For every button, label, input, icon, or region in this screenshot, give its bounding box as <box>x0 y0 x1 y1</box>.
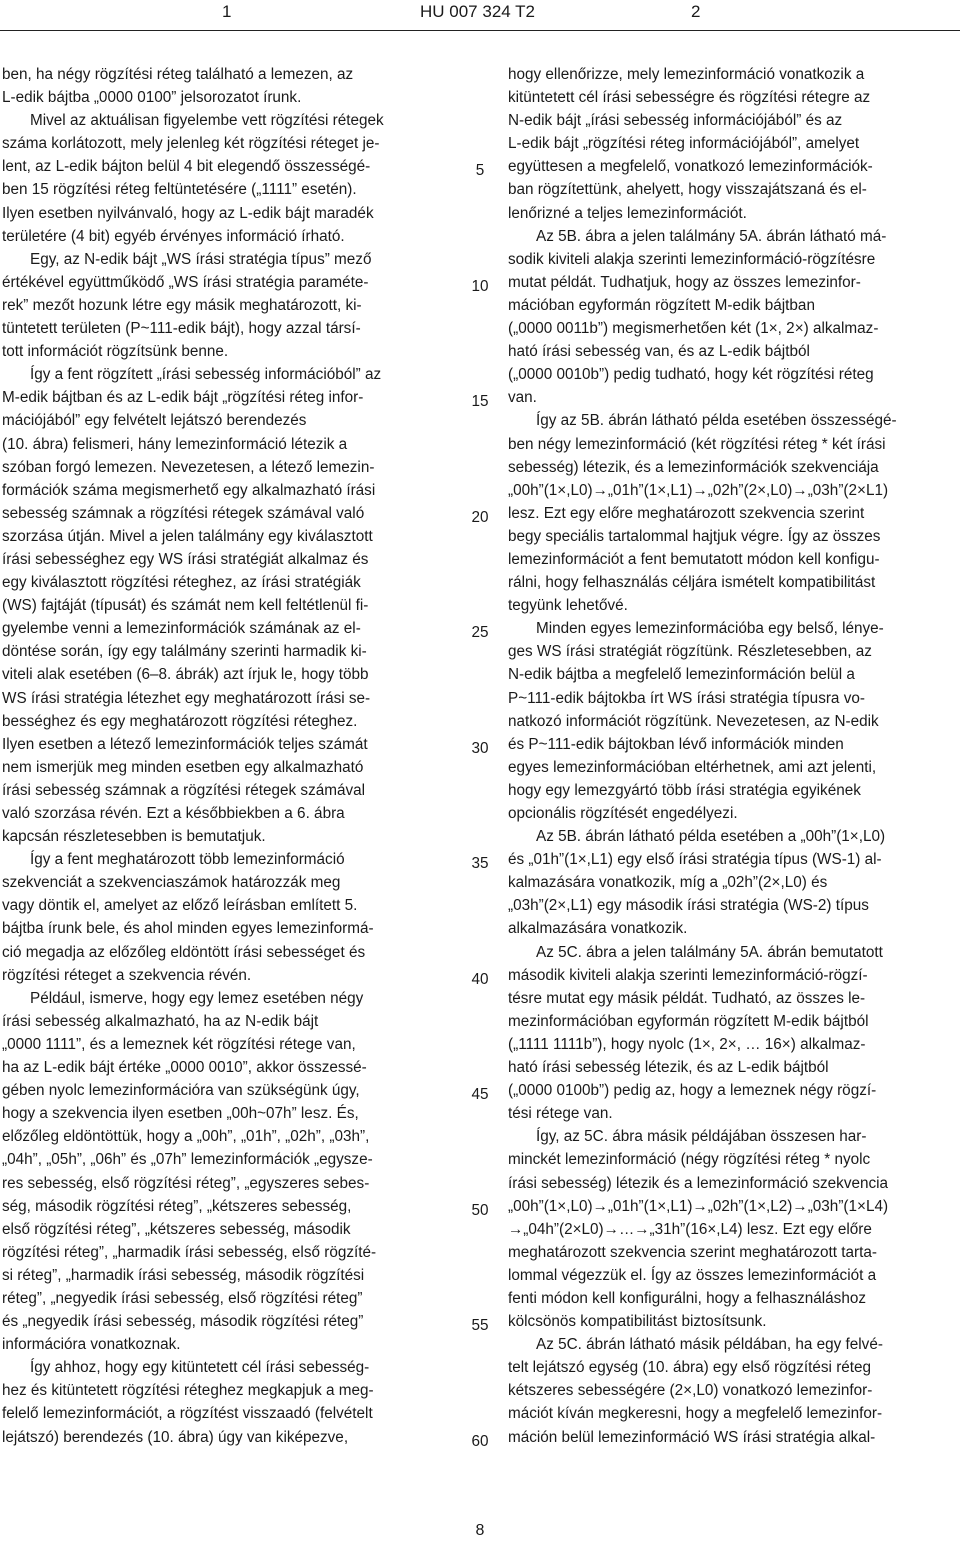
paragraph: Az 5B. ábrán látható példa esetében a „00h”(1×,L0) és „01h”(1×,L1) egy első írási stratégia típus (WS-1) al- kalmazására vonatkozik, míg a „02h”(2×,L0) és „03h”(2×,L1) egy második írási stratégia (WS-2) típus alkalmazására vonatkozik. <box>508 828 886 938</box>
paragraph: Az 5C. ábrán látható másik példában, ha egy felvé- telt lejátszó egység (10. ábra) egy első rögzítési réteg kétszeres sebességére (2×,L0) vonatkozó lemezinfor- mációt kíván megkeresni, hogy a megfelelő lemezinfor- máción belül lemezinformáció WS írási stratégia alkal- <box>508 1336 883 1446</box>
left-text-column <box>2 63 454 1449</box>
right-page-number: 2 <box>691 2 701 21</box>
line-number: 30 <box>471 740 489 757</box>
line-number: 45 <box>471 1086 489 1103</box>
paragraph: Mivel az aktuálisan figyelembe vett rögzítési rétegek száma korlátozott, mely jelenleg két rögzítési réteget je- lent, az L-edik bájton belül 4 bit elegendő összességé- ben 15 rögzítési réteg feltüntetésére („1111” esetén). Ilyen esetben nyilvánvaló, hogy az L-edik bájt maradék területére (4 bit) egyéb érvényes információ írható. <box>2 112 384 245</box>
paragraph: ben, ha négy rögzítési réteg található a lemezen, az L-edik bájtba „0000 0100” jelsorozatot írunk. <box>2 66 354 107</box>
line-number: 55 <box>471 1317 489 1334</box>
line-number: 20 <box>471 509 489 526</box>
paragraph: Így a fent rögzített „írási sebesség információból” az M-edik bájtban és az L-edik bájt „rögzítési réteg infor- mációjából” egy felvételt lejátszó berendezés (10. ábra) felismeri, hány lemezinformáció létezik a szóban forgó lemezen. Nevezetesen, a létező lemezin- formációk száma megismerhető egy alkalmazható írási sebesség számnak a rögzítési rétegek számával való szorzása útján. Mivel a jelen találmány egy kiválasztott írási sebességhez egy WS írási stratégiát alkalmaz és egy kiválasztott rögzítési réteghez, az írási stratégiák (WS) fajtáját (típusát) és számát nem kell feltétlenül fi- gyelembe venni a lemezinformációk számának az el- döntése során, így egy találmány szerinti harmadik ki- viteli alak esetében (6–8. ábrák) azt írjuk le, hogy több WS írási stratégia létezhet egy meghatározott írási se- bességhez és egy meghatározott rögzítési réteghez. Ilyen esetben a létező lemezinformációk teljes számát nem ismerjük meg minden esetben egy alkalmazható írási sebesség számnak a rögzítési rétegek számával való szorzása révén. Ezt a későbbiekben a 6. ábra kapcsán részletesebben is bemutatjuk. <box>2 366 382 846</box>
paragraph: Egy, az N-edik bájt „WS írási stratégia típus” mező értékével együttműködő „WS írási stratégia paraméte- rek” mezőt hozunk létre egy másik meghatározott, ki- tüntetett területen (P~111-edik bájt), hogy azzal társí- tott információt rögzítsünk benne. <box>2 250 372 361</box>
line-number: 35 <box>471 855 489 872</box>
line-number: 40 <box>471 971 489 988</box>
paragraph: hogy ellenőrizze, mely lemezinformáció vonatkozik a kitüntetett cél írási sebességre és rögzítési rétegre az N-edik bájt „írási sebesség információjából” és az L-edik bájt „rögzítési réteg információjából”, amelyet együttesen a megfelelő, vonatkozó lemezinformációk- ban rögzítettünk, ahelyett, hogy visszajátszaná és el- lenőrizné a teljes lemezinformációt. <box>508 66 873 222</box>
line-number: 25 <box>471 624 489 641</box>
line-number: 50 <box>471 1202 489 1219</box>
page-number: 8 <box>475 1522 485 1539</box>
paragraph: Minden egyes lemezinformációba egy belső, lénye- ges WS írási stratégiát rögzítünk. Részletesebben, az N-edik bájtba a megfelelő lemezinformáción belül a P~111-edik bájtokba írt WS írási stratégia típusra vo- natkozó információt rögzítünk. Nevezetesen, az N-edik és P~111-edik bájtokban lévő információk minden egyes lemezinformációban eltérhetnek, ami azt jelenti, hogy egy lemezgyártó több írási stratégia egyikének opcionális rögzítését engedélyezi. <box>508 620 884 822</box>
paragraph: Az 5C. ábra a jelen találmány 5A. ábrán bemutatott második kiviteli alakja szerinti lemezinformáció-rögzí- tésre mutat egy másik példát. Tudható, az összes le- mezinformációban egyformán rögzített M-edik bájtból („1111 1111b”), hogy nyolc (1×, 2×, … 16×) alkalmaz- ható írási sebesség létezik, és az L-edik bájtból („0000 0100b”) pedig az, hogy a lemeznek négy rögzí- tési rétege van. <box>508 943 883 1123</box>
left-page-number: 1 <box>222 2 232 21</box>
paragraph: Így a fent meghatározott több lemezinformáció szekvenciát a szekvenciaszámok határozzák meg vagy döntik el, amelyet az előző leírásban említett 5. bájtba írunk bele, és ahol minden egyes lemezinformá- ció megadja az előzőleg eldöntött írási sebességet és rögzítési réteget a szekvencia révén. <box>2 851 374 984</box>
line-number: 15 <box>471 393 489 410</box>
paragraph: Így, az 5C. ábra másik példájában összesen har- minckét lemezinformáció (négy rögzítési réteg * nyolc írási sebesség) létezik és a lemezinformáció szekvencia „00h”(1×,L0)→„01h”(1×,L1)→„02h”(1×,L2)→„03h”(1×L4) →„04h”(2×L0)→…→„31h”(16×,L4) lesz. Ezt egy előre meghatározott szekvencia szerint meghatározott tarta- lommal végezzük el. Így az összes lemezinformációt a fenti módon kell konfigurálni, hogy a felhasználáshoz kölcsönös kompatibilitást biztosítsunk. <box>508 1128 889 1331</box>
header-rule <box>0 30 960 31</box>
line-number: 5 <box>475 162 485 179</box>
paragraph: Így az 5B. ábrán látható példa esetében összességé- ben négy lemezinformáció (két rögzítési réteg * két írási sebesség) létezik, és a lemezinformációk szekvenciája „00h”(1×,L0)→„01h”(1×,L1)→„02h”(2×,L0)→„03h”(2×L1) lesz. Ezt egy előre meghatározott szekvencia szerint begy speciális tartalommal hajtjuk végre. Így az összes lemezinformációt a fent bemutatott módon kell konfigu- rálni, hogy felhasználás céljára ismételt kompatibilitást tegyünk lehetővé. <box>508 412 897 615</box>
patent-number: HU 007 324 T2 <box>420 2 535 21</box>
paragraph: Az 5B. ábra a jelen találmány 5A. ábrán látható má- sodik kiviteli alakja szerinti lemezinformáció-rögzítésre mutat példát. Tudhatjuk, hogy az összes lemezinfor- mációban egyformán rögzített M-edik bájtban („0000 0011b”) megismerhetően két (1×, 2×) alkalmaz- ható írási sebesség van, és az L-edik bájtból („0000 0010b”) pedig tudható, hogy két rögzítési réteg van. <box>508 227 887 407</box>
line-number: 10 <box>471 278 489 295</box>
right-text-column <box>508 63 960 1449</box>
paragraph: Például, ismerve, hogy egy lemez esetében négy írási sebesség alkalmazható, ha az N-edik bájt „0000 1111”, és a lemeznek két rögzítési rétege van, ha az L-edik bájt értéke „0000 0010”, akkor összessé- gében nyolc lemezinformációra van szükségünk úgy, hogy a szekvencia ilyen esetben „00h~07h” lesz. És, előzőleg eldöntöttük, hogy a „00h”, „01h”, „02h”, „03h”, „04h”, „05h”, „06h” és „07h” lemezinformációk „egysze- res sebesség, első rögzítési réteg”, „egyszeres sebes- ség, második rögzítési réteg”, „kétszeres sebesség, első rögzítési réteg”, „kétszeres sebesség, második rögzítési réteg”, „harmadik írási sebesség, első rögzíté- si réteg”, „harmadik írási sebesség, második rögzítési réteg”, „negyedik írási sebesség, első rögzítési réteg” és „negyedik írási sebesség, második rögzítési réteg” információra vonatkoznak. <box>2 989 377 1354</box>
line-number: 60 <box>471 1433 489 1450</box>
paragraph: Így ahhoz, hogy egy kitüntetett cél írási sebesség- hez és kitüntetett rögzítési réteghez megkapjuk a meg- felelő lemezinformációt, a rögzítést visszaadó (felvételt lejátszó) berendezés (10. ábra) úgy van kiképezve, <box>2 1359 374 1446</box>
